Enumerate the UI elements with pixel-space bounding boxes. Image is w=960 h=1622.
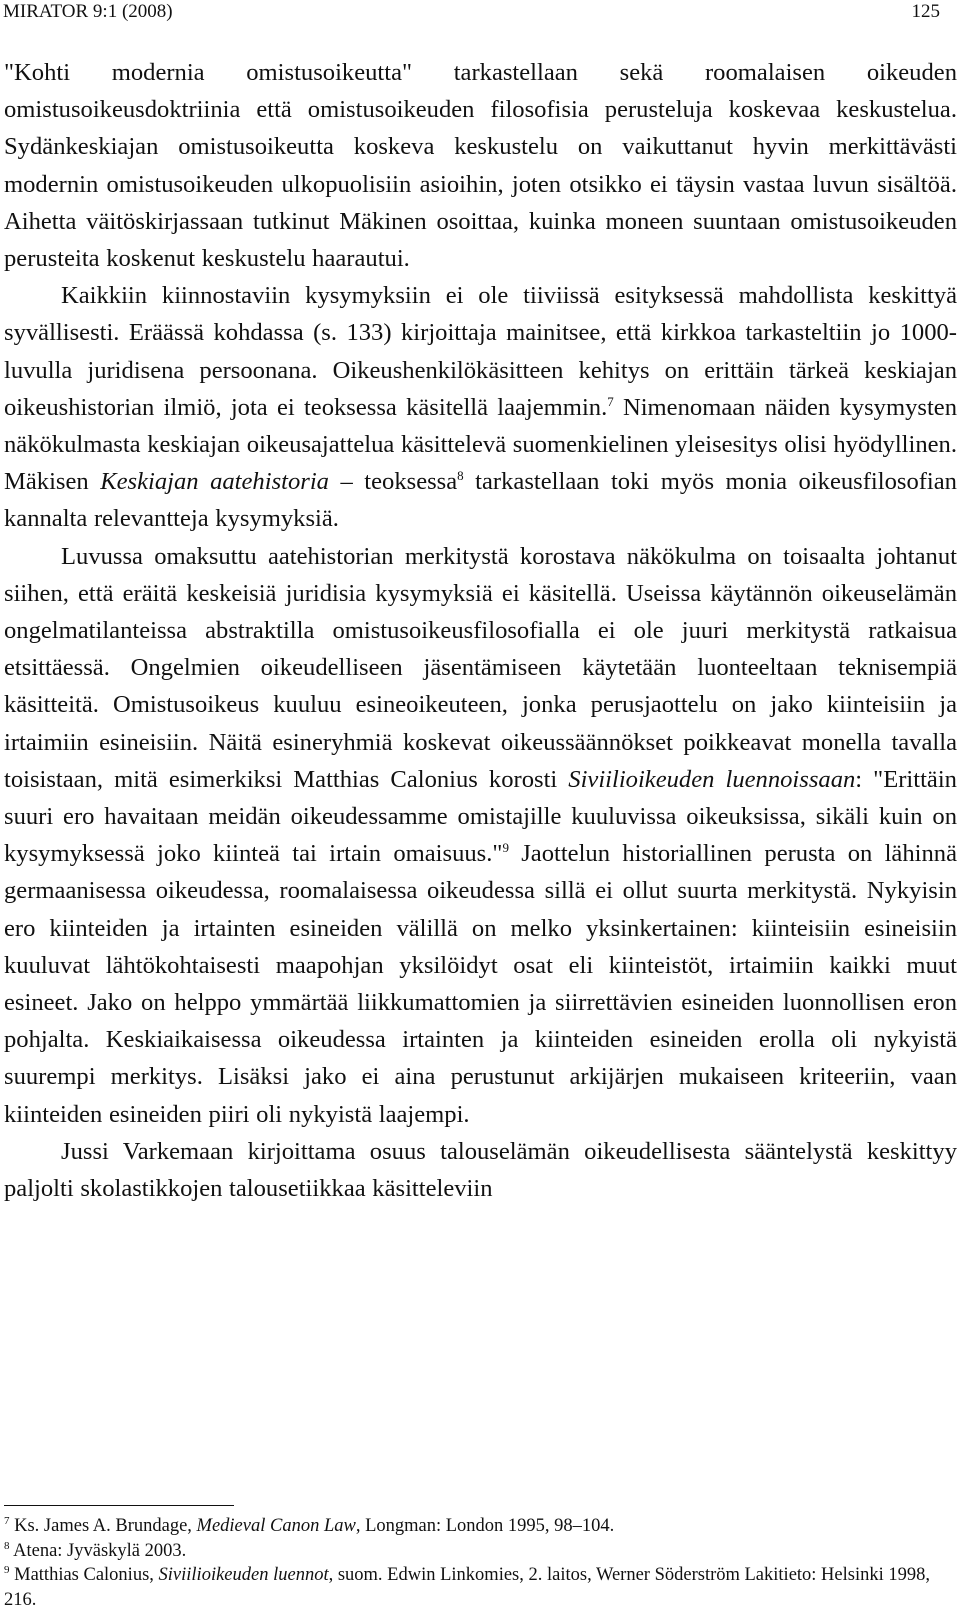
paragraph-3-text-c: Jaottelun historiallinen perusta on lähinnä germaanisessa oikeudessa, roomalaisessa oikeudessa sillä ei ollut suurta merkitystä. Nykyisin ero kiinteiden ja irtainten esineiden välillä on melko yksinkertainen: kiinteisiin esineisiin kuuluvat lähtökohtaisesti maapohjan yksilöidyt osat eli kiinteistöt, irtaimiin kaikki muut esineet. Jako on helppo ymmärtää liikkumattomien ja siirrettävien esineiden luonnollisen eron pohjalta. Keskiaikaisessa oikeudessa irtainten ja kiinteiden esineiden erolla oli nykyistä suurempi merkitys. Lisäksi jako ei aina perustunut arkijärjen mukaiseen kriteeriin, vaan kiinteiden esineiden piiri oli nykyistä laajempi. [4, 840, 957, 1128]
paragraph-2-text-a: Kaikkiin kiinnostaviin kysymyksiin ei ole tiiviissä esityksessä mahdollista keskittyä syvällisesti. Eräässä kohdassa (s. 133) kirjoittaja mainitsee, että kirkkoa tarkasteltiin jo 1000-luvulla juridisena persoonana. Oikeushenkilökäsitteen kehitys on erittäin tärkeä keskiajan oikeushistorian ilmiö, jota ei teoksessa käsitellä laajemmin. [4, 282, 957, 421]
book-title-keskiajan-aatehistoria: Keskiajan aatehistoria [100, 468, 329, 496]
paragraph-2 [4, 277, 957, 537]
paragraph-3 [4, 538, 957, 1133]
paragraph-1: "Kohti modernia omistusoikeutta" tarkastellaan sekä roomalaisen oikeuden omistusoikeusdoktriinia että omistusoikeuden filosofisia perusteluja koskevaa keskustelua. Sydänkeskiajan omistusoikeutta koskeva keskustelu on vaikuttanut hyvin merkittävästi modernin omistusoikeuden ulkopuolisiin asioihin, joten otsikko ei täysin vastaa luvun sisältöä. Aihetta väitöskirjassaan tutkinut Mäkinen osoittaa, kuinka moneen suuntaan omistusoikeuden perusteita koskenut keskustelu haarautui. [4, 59, 957, 273]
footnote-separator [4, 1505, 234, 1506]
footnote-7 [4, 1514, 949, 1539]
paragraph-2-text-d: tarkastellaan toki myös monia oikeusfilosofian kannalta relevantteja kysymyksiä. [4, 468, 957, 533]
footnote-text: , Longman: London 1995, 98–104. [355, 1516, 615, 1536]
footnote-ref-7[interactable]: 7 [607, 393, 614, 409]
running-header [0, 0, 960, 30]
journal-title: MIRATOR 9:1 (2008) [3, 1, 173, 22]
footnote-number: 7 [4, 1514, 10, 1527]
footnote-number: 9 [4, 1563, 10, 1576]
footnote-title: Medieval Canon Law [196, 1516, 356, 1536]
paragraph-2-text-c: – teoksessa [328, 468, 458, 496]
footnote-ref-9[interactable]: 9 [502, 840, 509, 856]
footnote-title: Siviilioikeuden luennot [158, 1565, 329, 1585]
footnote-text: Atena: Jyväskylä 2003. [9, 1540, 187, 1561]
footnote-8 [4, 1539, 949, 1564]
paragraph-3-text-b: : "Erittäin suuri ero havaitaan meidän oikeudessamme omistajille kuuluvissa oikeuksissa, sikäli kuin on kysymyksessä joko kiinteä tai irtain omaisuus." [4, 765, 957, 868]
footnote-text: Ks. James A. Brundage, [9, 1516, 197, 1536]
footnotes [4, 1514, 949, 1612]
footnote-9 [4, 1563, 949, 1612]
paragraph-2-text-b: Nimenomaan näiden kysymysten näkökulmasta keskiajan oikeusajattelua käsittelevä suomenkielinen yleisesitys olisi hyödyllinen. Mäkisen [4, 393, 957, 496]
footnote-text: Matthias Calonius, [9, 1565, 159, 1585]
footnote-number: 8 [4, 1539, 10, 1552]
paragraph-3-text-a: Luvussa omaksuttu aatehistorian merkitystä korostava näkökulma on toisaalta johtanut siihen, että eräitä keskeisiä juridisia kysymyksiä ei käsitellä. Useissa käytännön oikeuselämän ongelmatilanteissa abstraktilla omistusoikeusfilosofialla ei ole juuri merkitystä ratkaisua etsittäessä. Ongelmien oikeudelliseen jäsentämiseen käytetään luonteeltaan teknisempiä käsitteitä. Omistusoikeus kuuluu esineoikeuteen, jonka perusjaottelu on jako kiinteisiin ja irtaimiin esineisiin. Näitä esineryhmiä koskevat oikeussäännökset poikkeavat monella tavalla toisistaan, mitä esimerkiksi Matthias Calonius korosti [4, 542, 957, 793]
page-number: 125 [911, 1, 940, 22]
paragraph-4: Jussi Varkemaan kirjoittama osuus talouselämän oikeudellisesta sääntelystä keskittyy paljolti skolastikkojen talousetiikkaa käsitteleviin [4, 1137, 957, 1203]
footnote-ref-8[interactable]: 8 [457, 468, 464, 484]
book-title-siviilioikeuden-luennoissaan: Siviilioikeuden luennoissaan [568, 765, 856, 793]
body-text [4, 54, 957, 1207]
footnote-text: , suom. Edwin Linkomies, 2. laitos, Werner Söderström Lakitieto: Helsinki 1998, 216. [4, 1565, 930, 1610]
